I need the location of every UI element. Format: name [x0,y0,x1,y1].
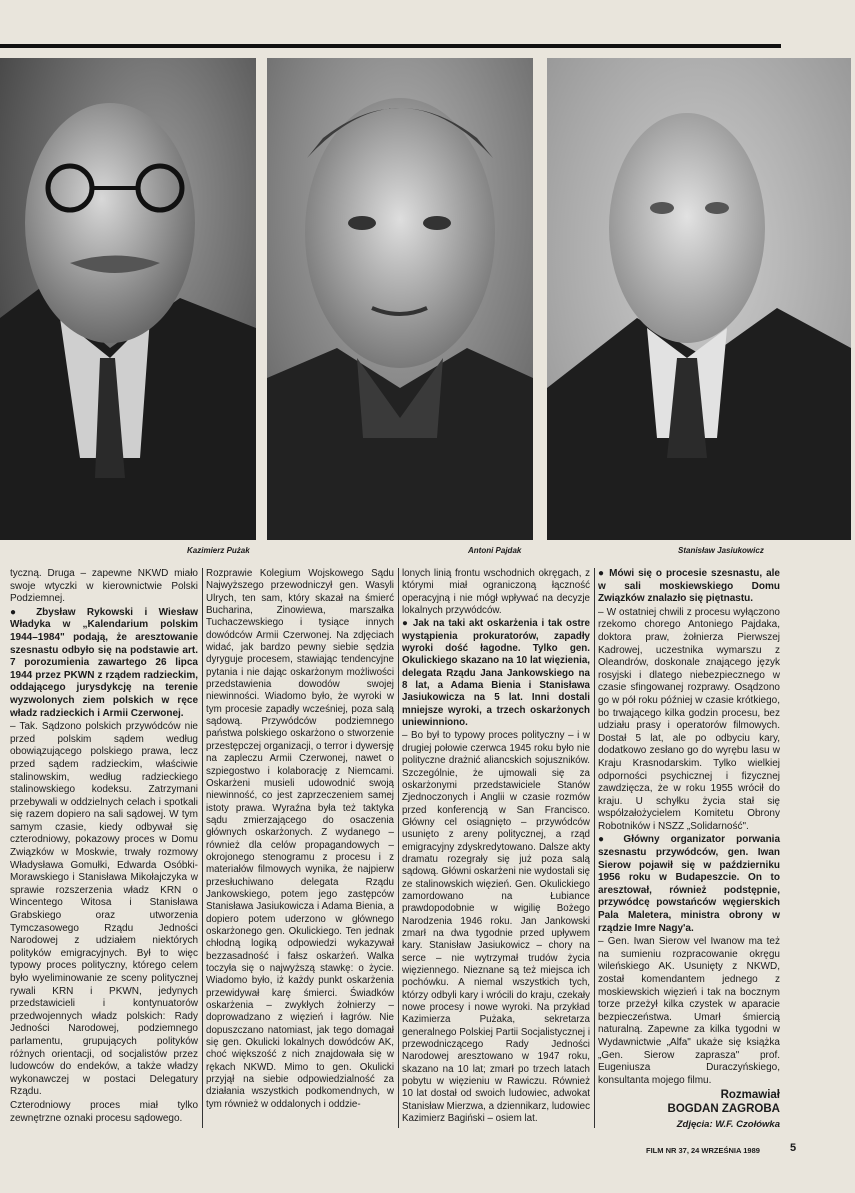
paragraph: – Gen. Iwan Sierow vel Iwanow ma też na sumieniu rozpracowanie okręgu wileńskiego AK. Usunięty z NKWD, został komendantem jednego z moskiewskich więzień i tak na bocznym torze przeżył kilka czystek w aparacie bezpieczeństwa. Umarł śmiercią naturalną. Zapewne za kilka tygodni w Wydawnictwie „Alfa" ukaże się książka „Gen. Sierow zaprasza" prof. Eugeniusza Duraczyńskiego, konsultanta mojego filmu. [598,936,780,1086]
page-number: 5 [790,1142,797,1154]
highlight-text: Zbysław Rykowski i Wiesław Władyka w „Kalendarium polskim 1944–1984" podają, że aresztowanie szesnastu odbyło się na podstawie art. 7 porozumienia zawartego 26 lipca 1944 przez PKWN z rządem radzieckim, oddającego jurysdykcję na terenie wyzwolonych ziem polskich w ręce władz radzieckich i Armii Czerwonej. [10,606,199,719]
caption-left: Kazimierz Pużak [187,546,250,555]
column-divider [202,568,203,1128]
article-column-1 [10,568,198,1126]
paragraph: – Bo był to typowy proces polityczny – i w drugiej połowie czerwca 1945 roku było nie polityczne drażnić aliancskich sojuszników. Szczególnie, że ujmowali się za oskarżonymi przedstawiciele Stanów Zjednoczonych i Anglii w czasie rozmów przed konferencją w San Francisco. Główny cel osiągnięto – przywódców usunięto z areny politycznej, a rząd emigracyjny zdyskredytowano. Dalsze akty dramatu rozegrały się już poza salą sądową. Główni oskarżeni nie wydostali się ze stalinowskich więzień. Gen. Okulickiego zamordowano na Łubiance prawdopodobnie w wigilię Bożego Narodzenia 1946 roku. Jan Jankowski zmarł na dwa tygodnie przed upływem kary. Stanisław Jasiukowicz – chory na serce – nie wytrzymał trudów życia więziennego. Nieznane są też miejsca ich pochówku. A niemal wszystkich tych, którzy odbyli kary i wrócili do kraju, czekały nowe procesy i nowe wyroki. Na przykład Kazimierza Pużaka, sekretarza generalnego Polskiej Partii Socjalistycznej i przewodniczącego Rady Jedności Narodowej aresztowano w 1947 roku, skazano na 10 lat; zmarł po trzech latach pobytu w więzieniu w Rawiczu. Również 10 lat dostał od swoich ludowiec, adwokat Stanisław Mierzwa, a dziennikarz, ludowiec Kazimierz Bagiński – osiem lat. [402,730,590,1125]
paragraph: – Tak. Sądzono polskich przywódców nie przed polskim sądem według obowiązującego polskiego prawa, lecz przed sądem radzieckim, właściwie stalinowskim, według radzieckiego stalinowskiego kodeksu. Zatrzymani przebywali w oddzielnych celach i spotkali się razem dopiero na sali sądowej. W tym samym czasie, kiedy odbywał się czterodniowy, pokazowy proces w Domu Związków w Moskwie, trwały rozmowy Władysława Gomułki, Edwarda Osóbki-Morawskiego i Stanisława Mikołajczyka w sprawie rozszerzenia władz KRN o Wincentego Witosa i Stanisława Grabskiego oraz utworzenia Tymczasowego Rządu Jedności Narodowej z udziałem niektórych polityków emigracyjnych. Był to więc typowy proces polityczny, którego celem było wyeliminowanie ze sceny politycznej rywali KRN i PKWN, jedynych przedstawicieli i kontynuatorów przedwojennych władz polskich: Rady Jedności Narodowej, podziemnego parlamentu, grupujących polityków różnych orientacji, od socjalistów przez ludowców do endeków, a także władzy wykonawczej w postaci Delegatury Rządu. [10,721,198,1098]
bullet-icon: ● [10,606,25,618]
highlight-paragraph [598,834,780,935]
caption-right: Stanisław Jasiukowicz [678,546,764,555]
interviewer-name: BOGDAN ZAGROBA [667,1103,780,1116]
highlight-text: Główny organizator porwania szesnastu przywódców, gen. Iwan Sierow pojawił się w październiku 1956 roku w Budapeszcie. On to aresztował, również podstępnie, przywódcę powstańców węgierskich Pala Maletera, ministra obrony w rządzie Imre Nagy'a. [598,834,781,934]
column-divider [594,568,595,1128]
paragraph: – W ostatniej chwili z procesu wyłączono rzekomo chorego Antoniego Pajdaka, doktora praw, żołnierza Pierwszej Kadrowej, uczestnika wymarszu z Oleandrów, doskonale znającego język rosyjski i dlatego niebezpiecznego w czasie sfingowanej rozprawy. Osądzono go w pół roku później w czasie krótkiego, bo trwającego kilka godzin procesu, bez udziału prasy i operatorów filmowych. Dostał 5 lat, ale po odbyciu kary, dodatkowo zesłano go do wyrębu lasu w Kraju Krasnodarskim. Tylko wielkiej odporności psychicznej i fizycznej zawdzięcza, że w roku 1955 wrócił do kraju. U schyłku życia stał się współzałożycielem Komitetu Obrony Robotników i NSZZ „Solidarność". [598,606,780,832]
column-divider [398,568,399,1128]
bullet-icon: ● [598,834,613,846]
portrait-kazimierz-puzak [0,58,256,540]
issue-footer: FILM NR 37, 24 WRZEŚNIA 1989 [646,1146,760,1155]
highlight-text: Jak na taki akt oskarżenia i tak ostre wystąpienia prokuratorów, zapadły wyroki dość łagodne. Tylko gen. Okulickiego skazano na 10 lat więzienia, delegata Rządu Jana Jankowskiego na 8 lat, a Adama Bienia i Stanisława Jasiukowicza na 5 lat. Inni dostali mniejsze wyroki, a trzech oskarżonych uniewinniono. [402,618,590,729]
paragraph: lonych linią frontu wschodnich okręgach, z którymi miał ograniczoną łączność operacyjną i nie mógł wpływać na decyzje lokalnych przywódców. [402,568,590,617]
highlight-paragraph [598,568,780,606]
photo-credit: Zdjęcia: W.F. Czołówka [676,1119,780,1131]
highlight-paragraph [402,618,590,729]
caption-middle: Antoni Pajdak [468,546,522,555]
highlight-paragraph [10,607,198,720]
highlight-text: Mówi się o procesie szesnastu, ale w sali moskiewskiego Domu Związków znalazło się piętnastu. [598,568,780,605]
paragraph: tyczną. Druga – zapewne NKWD miało swoje wtyczki w kierownictwie Polski Podziemnej. [10,568,198,605]
paragraph: Rozprawie Kolegium Wojskowego Sądu Najwyższego przewodniczył gen. Wasyli Ulrych, ten sam, który skazał na śmierć Bucharina, Zinowiewa, marszałka Tuchaczewskiego i tysiące innych dowódców Armii Czerwonej. Na zdjęciach widać, jak bardzo pewny siebie sędzia dyryguje procesem, stawiając tendencyjne pytania i nie dając oskarżonym możliwości przedstawienia dowodów swojej niewinności. Wiadomo było, że wyroki w tym procesie zapadły wcześniej, poza salą sądową. Przywódców podziemnego państwa polskiego oskarżono o stworzenie przestępczej organizacji, o terror i dywersję na zapleczu Armii Czerwonej, nawet o szpiegostwo i kolaborację z Niemcami. Oskarżeni musieli udowodnić swoją niewinność, co jest zaprzeczeniem samej istoty prawa. Wyraźna była też taktyka sądu zmierzającego do osaczenia głównych oskarżonych. Z wydanego – również dla celów propagandowych – okrojonego stenogramu z procesu i z materiałów filmowych wynika, że najpierw przesłuchiwano delegata Rządu Jankowskiego, potem jego zastępców Stanisława Jasiukowicza i Adama Bienia, a dopiero potem uderzono w głównego oskarżonego gen. Okulickiego. Ten jednak chłodną logiką odpowiedzi wykazywał bezzasadność i fałsz oskarżeń. Walka toczyła się o najwyższą stawkę: o życie. Wiadomo było, iż każdy punkt oskarżenia przewidywał karę śmierci. Świadków oskarżenia – zwykłych żołnierzy – doprowadzano z więzień i łagrów. Nie dopuszczano natomiast, jak tego domagał się gen. Okulicki lokalnych dowódców AK, choć większość z nich znajdowała się w rękach NKWD. Mimo to gen. Okulicki przyjął na siebie odpowiedzialność za działania wszystkich podkomendnych, w tym również w oddalonych i oddzie- [206,568,394,1110]
article-column-2 [206,568,394,1112]
portrait-stanislaw-jasiukowicz [547,58,851,540]
bullet-icon: ● [402,618,410,630]
interviewer-label: Rozmawiał [720,1089,780,1102]
article-column-4 [598,568,780,1132]
paragraph: Czterodniowy proces miał tylko zewnętrzne oznaki procesu sądowego. [10,1099,198,1124]
header-rule [0,44,781,48]
portrait-antoni-pajdak [267,58,533,540]
article-column-3 [402,568,590,1126]
bullet-icon: ● [598,568,606,579]
